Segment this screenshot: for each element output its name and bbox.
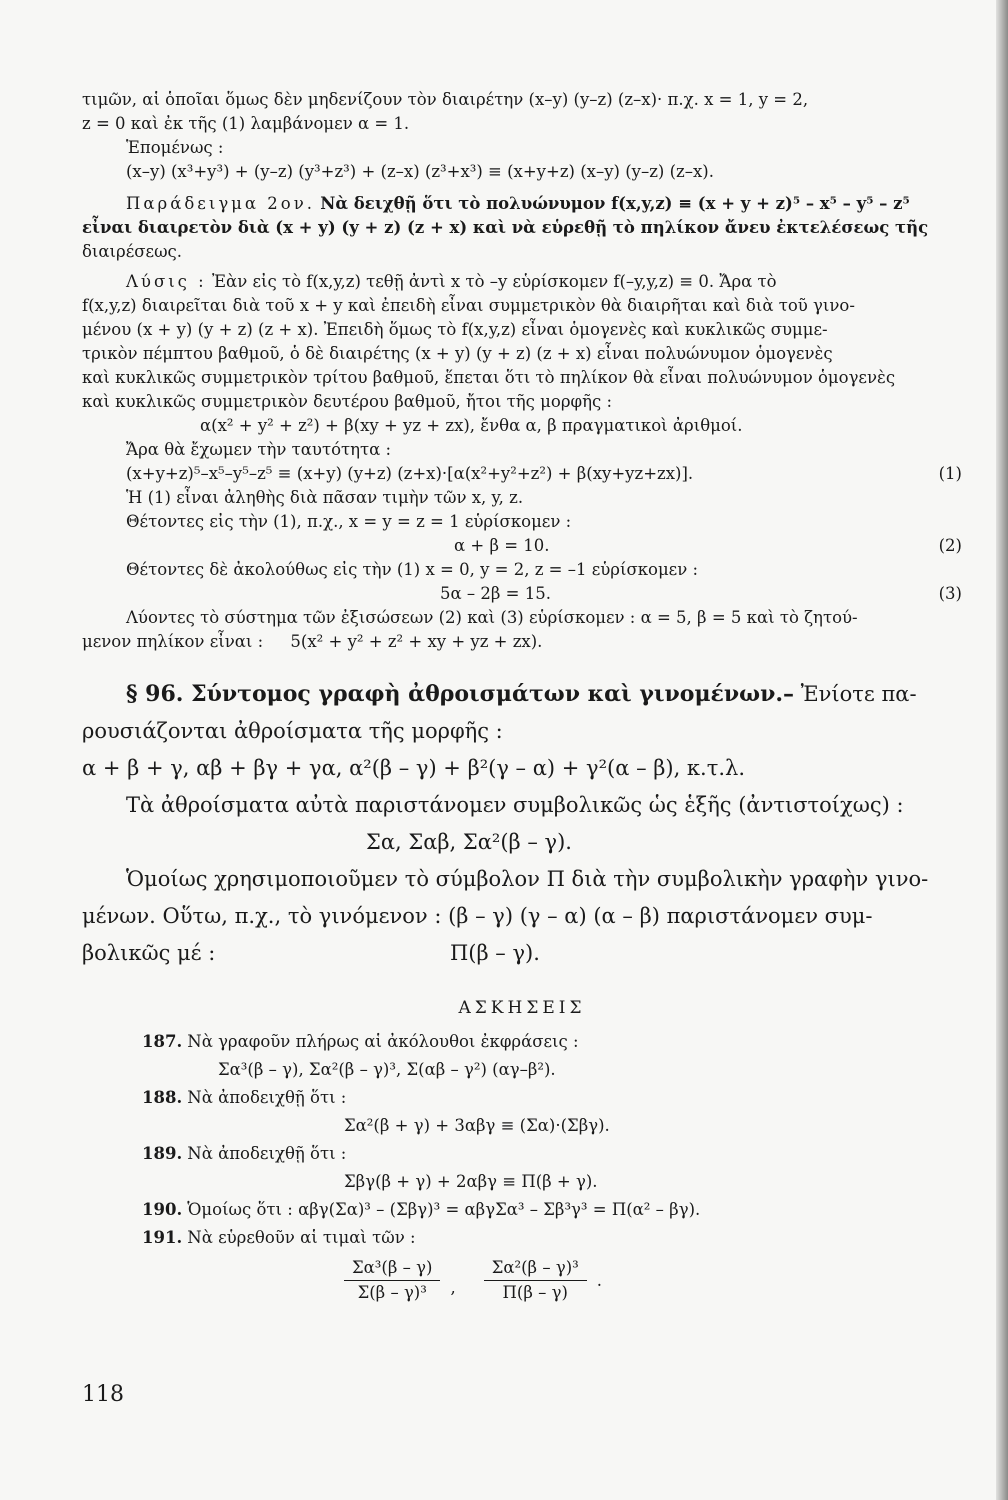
- solution-line-13: Θέτοντες δὲ ἀκολούθως εἰς τὴν (1) x = 0, y = 2, z = –1 εὑρίσκομεν :: [126, 560, 699, 579]
- sigma-notation: Σα, Σαβ, Σα²(β – γ).: [366, 830, 572, 854]
- intro-block: [82, 88, 962, 184]
- solution-line-1: Ἐὰν εἰς τὸ f(x,y,z) τεθῇ ἀντὶ x τὸ –y εὑρίσκομεν f(–y,y,z) ≡ 0. Ἄρα τὸ: [211, 272, 777, 291]
- equation-2: α + β = 10.: [454, 536, 550, 555]
- quotient-result: 5(x² + y² + z² + xy + yz + zx).: [290, 632, 543, 651]
- page-content: [82, 88, 962, 1305]
- section-96: [82, 676, 962, 972]
- exercise-191-text: Νὰ εὑρεθοῦν αἱ τιμαὶ τῶν :: [187, 1228, 416, 1247]
- solution-line-7: α(x² + y² + z²) + β(xy + yz + zx), ἔνθα α, β πραγματικοὶ ἀριθμοί.: [200, 416, 743, 435]
- identity-line: (x–y) (x³+y³) + (y–z) (y³+z³) + (z–x) (z³+x³) ≡ (x+y+z) (x–y) (y–z) (z–x).: [126, 162, 714, 181]
- example-line-1: Νὰ δειχθῇ ὅτι τὸ πολυώνυμον f(x,y,z) ≡ (x + y + z)⁵ – x⁵ – y⁵ – z⁵: [320, 194, 910, 213]
- solution-line-2: f(x,y,z) διαιρεῖται διὰ τοῦ x + y καὶ ἐπειδὴ εἶναι συμμετρικὸν θὰ διαιρῆται καὶ διὰ τοῦ γινο-: [82, 296, 855, 315]
- intro-line-3: Ἑπομένως :: [126, 138, 224, 157]
- example-label: Παράδειγμα 2ον.: [126, 194, 316, 213]
- solution-line-5: καὶ κυκλικῶς συμμετρικὸν τρίτου βαθμοῦ, ἕπεται ὅτι τὸ πηλίκον θὰ εἶναι πολυώνυμον ὁμογενὲς: [82, 368, 896, 387]
- section-line-1-rest: Ἐνίοτε πα-: [800, 682, 917, 706]
- solution-line-10: Ἡ (1) εἶναι ἀληθὴς διὰ πᾶσαν τιμὴν τῶν x, y, z.: [126, 488, 524, 507]
- exercise-188-text: Νὰ ἀποδειχθῇ ὅτι :: [187, 1088, 347, 1107]
- fraction-1-denominator: Σ(β – γ)³: [357, 1283, 427, 1302]
- exercises-list: [82, 1028, 962, 1305]
- solution-line-15: Λύοντες τὸ σύστημα τῶν ἐξισώσεων (2) καὶ (3) εὑρίσκομεν : α = 5, β = 5 καὶ τὸ ζητού-: [126, 608, 858, 627]
- exercise-189-expr: Σβγ(β + γ) + 2αβγ ≡ Π(β + γ).: [344, 1172, 598, 1191]
- sum-examples: α + β + γ, αβ + βγ + γα, α²(β – γ) + β²(γ – α) + γ²(α – β), κ.τ.λ.: [82, 756, 746, 780]
- solution-line-8: Ἄρα θὰ ἔχωμεν τὴν ταυτότητα :: [126, 440, 392, 459]
- intro-line-1: τιμῶν, αἱ ὁποῖαι ὅμως δὲν μηδενίζουν τὸν διαιρέτην (x–y) (y–z) (z–x)· π.χ. x = 1, y = 2,: [82, 90, 809, 109]
- solution-line-11: Θέτοντες εἰς τὴν (1), π.χ., x = y = z = 1 εὑρίσκομεν :: [126, 512, 572, 531]
- section-line-6: Ὁμοίως χρησιμοποιοῦμεν τὸ σύμβολον Π διὰ τὴν συμβολικὴν γραφὴν γινο-: [126, 867, 929, 891]
- equation-number-2: (2): [938, 536, 962, 555]
- equation-3: 5α – 2β = 15.: [440, 584, 551, 603]
- solution-block: [82, 270, 962, 654]
- equation-number-3: (3): [938, 584, 962, 603]
- example-line-2: εἶναι διαιρετὸν διὰ (x + y) (y + z) (z + x) καὶ νὰ εὑρεθῇ τὸ πηλίκον ἄνευ ἐκτελέσεως τῆς: [82, 218, 929, 237]
- section-line-8a: βολικῶς μέ :: [82, 941, 216, 965]
- fraction-2-numerator: Σα²(β – γ)³: [484, 1256, 587, 1281]
- section-line-4: Τὰ ἀθροίσματα αὐτὰ παριστάνομεν συμβολικῶς ὡς ἑξῆς (ἀντιστοίχως) :: [126, 793, 904, 817]
- section-line-2: ρουσιάζονται ἀθροίσματα τῆς μορφῆς :: [82, 719, 503, 743]
- solution-line-4: τρικὸν πέμπτου βαθμοῦ, ὁ δὲ διαιρέτης (x + y) (y + z) (z + x) εἶναι πολυώνυμον ὁμογενὲς: [82, 344, 833, 363]
- fraction-2: [484, 1256, 587, 1305]
- exercises-title: ΑΣΚΗΣΕΙΣ: [458, 998, 586, 1018]
- exercise-188-number: 188.: [142, 1088, 183, 1107]
- section-line-7: μένων. Οὕτω, π.χ., τὸ γινόμενον : (β – γ) (γ – α) (α – β) παριστάνομεν συμ-: [82, 904, 873, 928]
- page-edge: [996, 0, 1008, 1500]
- fraction-2-denominator: Π(β – γ): [502, 1283, 568, 1302]
- solution-line-16a: μενον πηλίκον εἶναι :: [82, 632, 264, 651]
- exercise-187-text: Νὰ γραφοῦν πλήρως αἱ ἀκόλουθοι ἐκφράσεις :: [187, 1032, 579, 1051]
- exercise-188-expr: Σα²(β + γ) + 3αβγ ≡ (Σα)·(Σβγ).: [344, 1116, 610, 1135]
- exercise-187-number: 187.: [142, 1032, 183, 1051]
- exercise-189-text: Νὰ ἀποδειχθῇ ὅτι :: [187, 1144, 347, 1163]
- solution-line-6: καὶ κυκλικῶς συμμετρικὸν δευτέρου βαθμοῦ, ἤτοι τῆς μορφῆς :: [82, 392, 613, 411]
- identity-1: (x+y+z)⁵–x⁵–y⁵–z⁵ ≡ (x+y) (y+z) (z+x)·[α(x²+y²+z²) + β(xy+yz+zx)].: [126, 464, 694, 483]
- exercise-191-fractions: $\frac{\text{Σα³(β – γ)}}{\text{Σ(β – γ)³}}$ , $\frac{\text{Σα²(β – γ)³}}{\Pi(\beta - \gamma)}$ .: [82, 1256, 962, 1305]
- example-block: [82, 192, 962, 264]
- exercise-190-number: 190.: [142, 1200, 183, 1219]
- exercise-190-text: Ὁμοίως ὅτι : αβγ(Σα)³ – (Σβγ)³ = αβγΣα³ – Σβ³γ³ = Π(α² – βγ).: [187, 1200, 701, 1219]
- solution-line-3: μένου (x + y) (y + z) (z + x). Ἐπειδὴ ὅμως τὸ f(x,y,z) εἶναι ὁμογενὲς καὶ κυκλικῶς συμμε-: [82, 320, 828, 339]
- equation-number-1: (1): [938, 464, 962, 483]
- section-heading: § 96. Σύντομος γραφὴ ἀθροισμάτων καὶ γινομένων.–: [126, 681, 795, 707]
- fraction-1-numerator: Σα³(β – γ): [344, 1256, 440, 1281]
- pi-notation: Π(β – γ).: [449, 941, 540, 965]
- exercise-191-number: 191.: [142, 1228, 183, 1247]
- exercise-189-number: 189.: [142, 1144, 183, 1163]
- page-number: 118: [82, 1382, 124, 1407]
- fraction-1: [344, 1256, 440, 1305]
- exercise-187-expr: Σα³(β – γ), Σα²(β – γ)³, Σ(αβ – γ²) (αγ–β²).: [218, 1060, 556, 1079]
- solution-label: Λύσις :: [126, 272, 207, 291]
- example-line-3: διαιρέσεως.: [82, 242, 183, 261]
- intro-line-2: z = 0 καὶ ἐκ τῆς (1) λαμβάνομεν α = 1.: [82, 114, 410, 133]
